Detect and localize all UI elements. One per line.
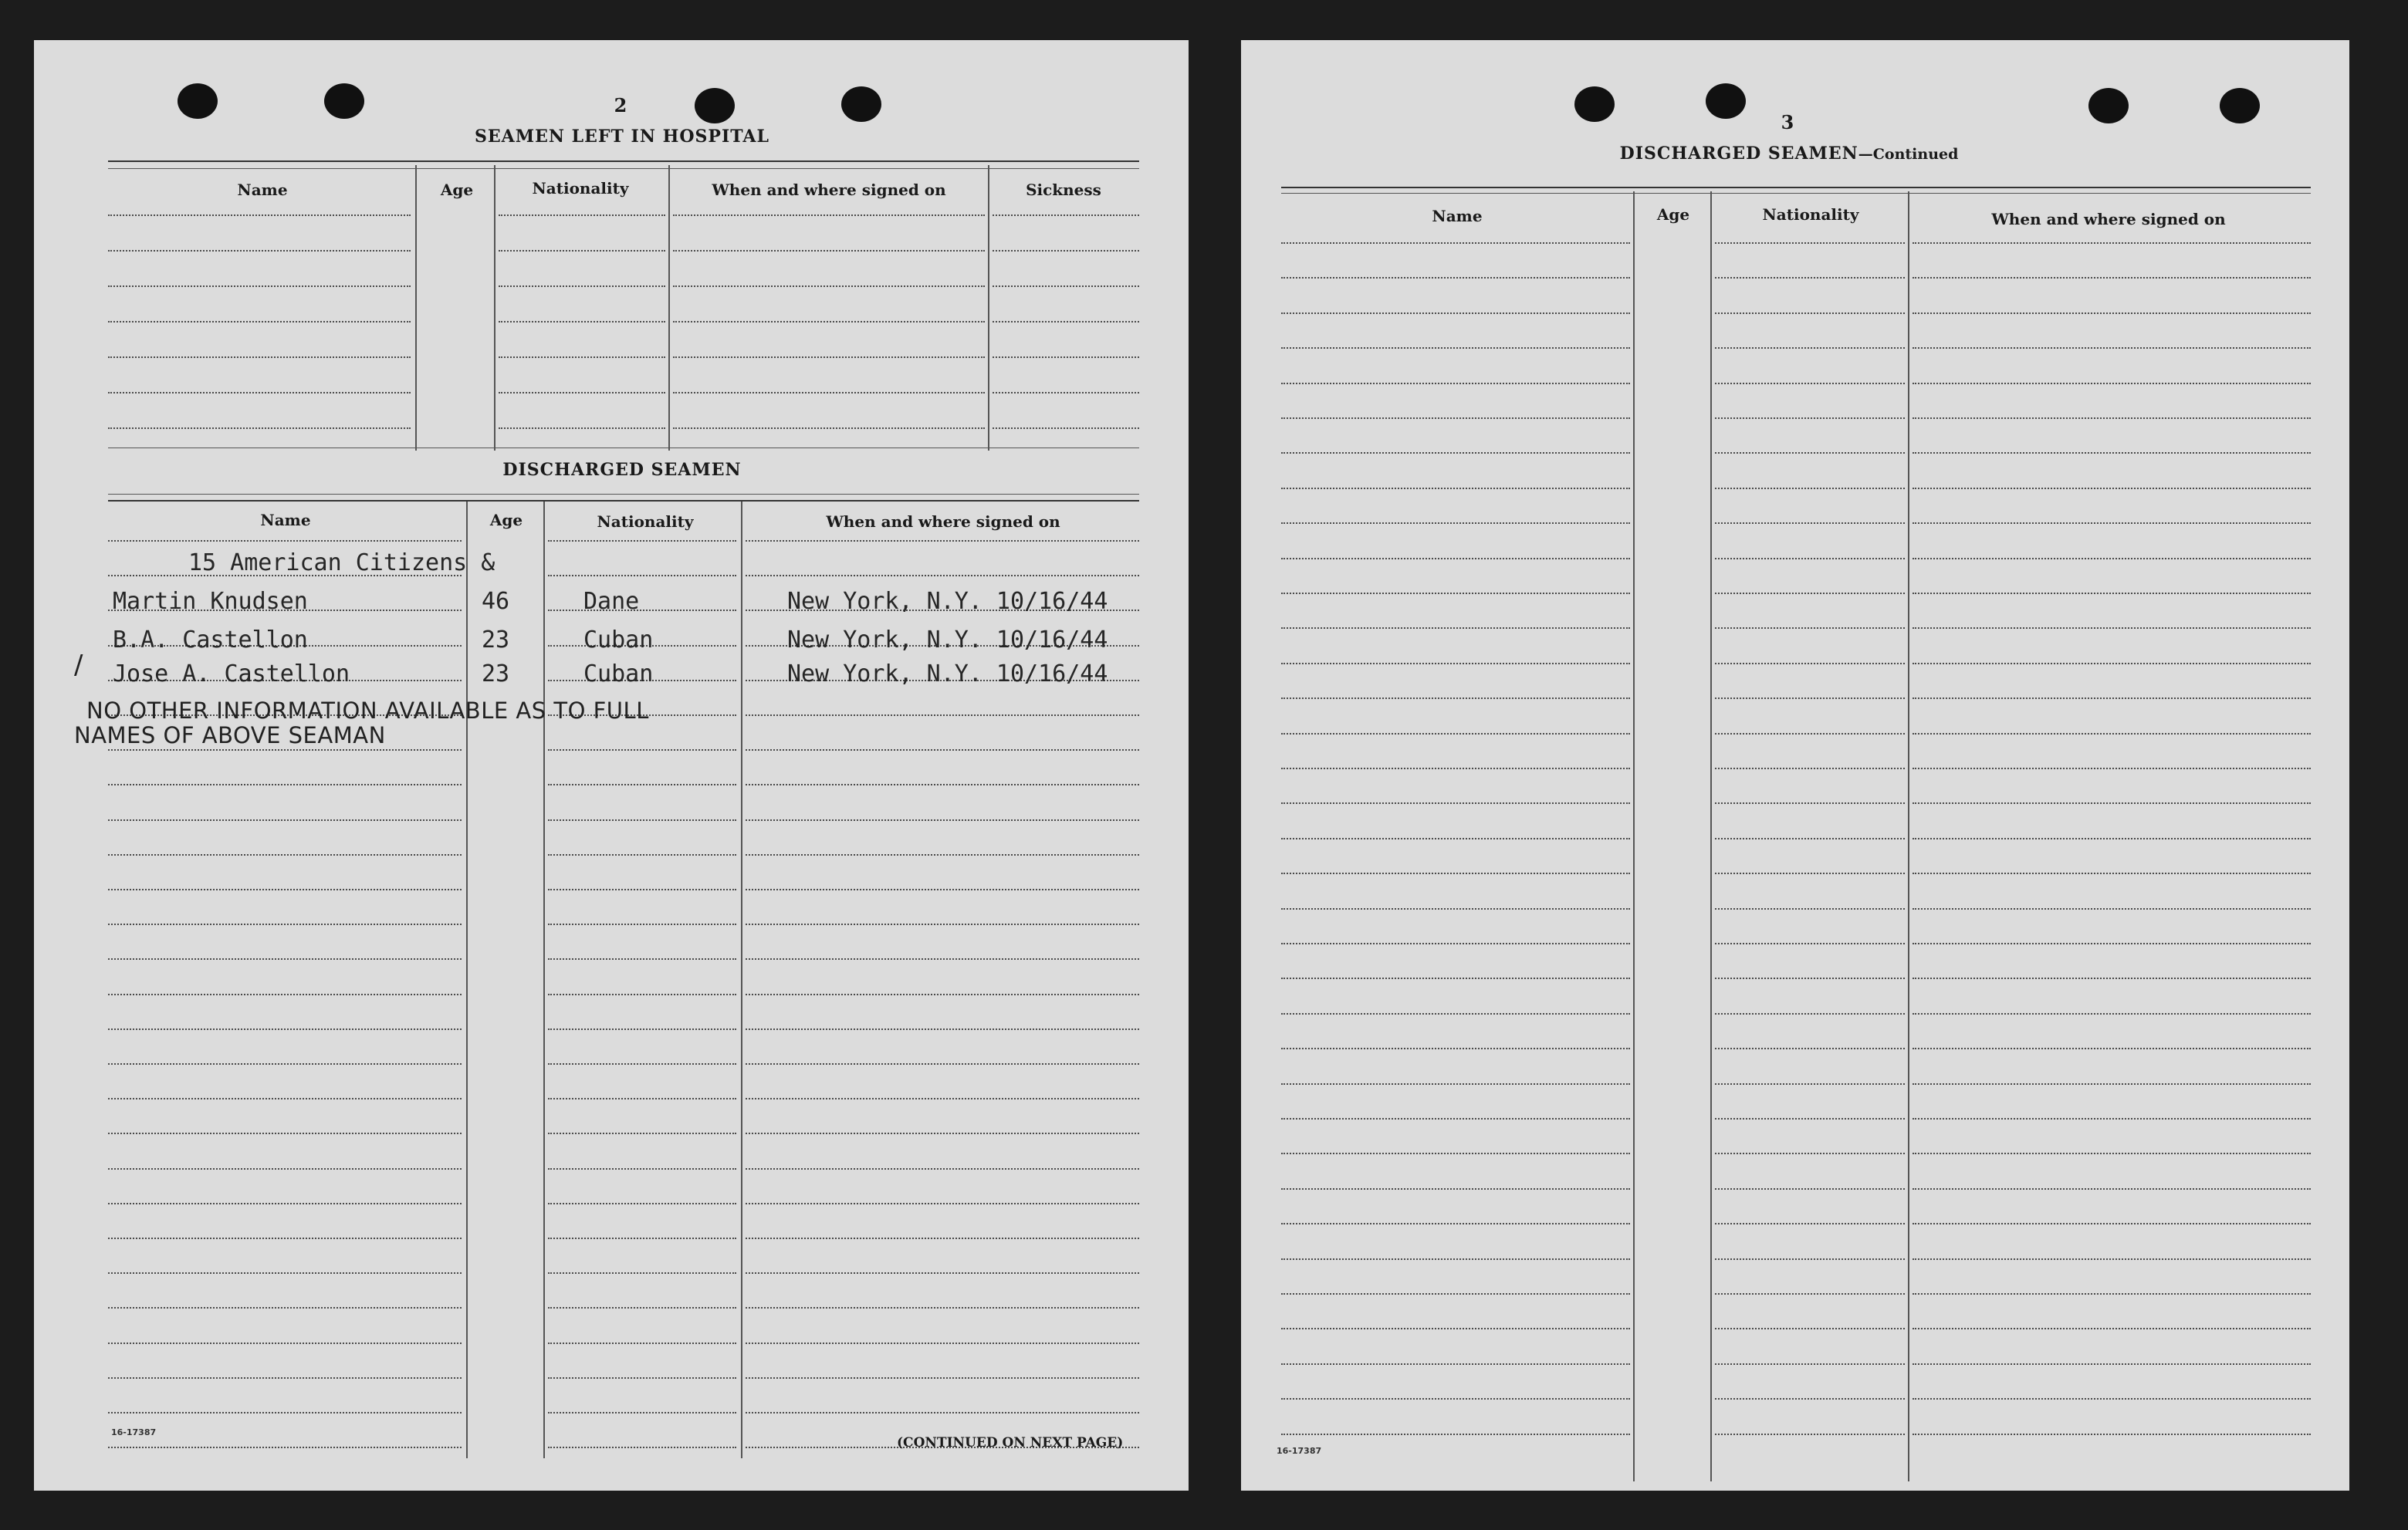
ruling-line <box>1715 663 1905 664</box>
ruling-line <box>499 356 665 358</box>
table-top-rule <box>108 168 1139 169</box>
ruling-line <box>548 854 736 856</box>
ruling-line <box>1281 1398 1630 1400</box>
ruling-line <box>108 749 462 751</box>
ruling-line <box>1913 558 2311 559</box>
ruling-line <box>1715 277 1905 279</box>
ruling-line <box>1281 1223 1630 1224</box>
ruling-line <box>1715 733 1905 735</box>
ruling-line <box>108 1203 462 1204</box>
ruling-line <box>746 1168 1139 1170</box>
ruling-line <box>1281 277 1630 279</box>
binder-hole <box>2088 88 2129 123</box>
ruling-line <box>1281 312 1630 314</box>
column-divider <box>543 502 545 1458</box>
ruling-line <box>1913 383 2311 384</box>
intro-line: 15 American Citizens & <box>188 549 495 576</box>
ruling-line <box>746 749 1139 751</box>
ruling-line <box>746 889 1139 890</box>
ruling-line <box>1913 277 2311 279</box>
binder-hole <box>695 88 735 123</box>
ruling-line <box>548 924 736 925</box>
discharged-col-name: Name <box>260 511 311 529</box>
ruling-line <box>1281 768 1630 769</box>
ruling-line <box>108 214 411 216</box>
ruling-line <box>1913 452 2311 454</box>
column-divider <box>1908 191 1909 1481</box>
continued-col-age: Age <box>1656 205 1690 224</box>
ruling-line <box>108 250 411 252</box>
ruling-line <box>1281 1328 1630 1329</box>
ruling-line <box>108 1343 462 1344</box>
note-line-2: NAMES OF ABOVE SEAMAN <box>74 722 386 748</box>
table-top-rule <box>1281 187 2311 188</box>
ruling-line <box>1281 978 1630 979</box>
ruling-line <box>1281 1013 1630 1015</box>
ruling-line <box>1715 802 1905 804</box>
ruling-line <box>1715 383 1905 384</box>
ruling-line <box>1913 838 2311 839</box>
ruling-line <box>1281 1083 1630 1085</box>
ruling-line <box>993 214 1139 216</box>
ruling-line <box>993 392 1139 393</box>
entry-name: Martin Knudsen <box>113 588 308 615</box>
left-page <box>34 40 1189 1491</box>
section-rule <box>108 500 1139 502</box>
discharged-continued-title <box>1620 144 1959 164</box>
ruling-line <box>1281 697 1630 699</box>
ruling-line <box>1913 1293 2311 1295</box>
ruling-line <box>1715 873 1905 874</box>
ruling-line <box>108 819 462 821</box>
ruling-line <box>108 1377 462 1379</box>
ruling-line <box>108 1063 462 1065</box>
entry-age: 46 <box>482 588 510 615</box>
ruling-line <box>746 1098 1139 1099</box>
ruling-line <box>1281 452 1630 454</box>
ruling-line <box>548 1133 736 1134</box>
ruling-line <box>746 1028 1139 1030</box>
ruling-line <box>993 356 1139 358</box>
ruling-line <box>1913 1363 2311 1365</box>
ruling-line <box>673 356 985 358</box>
ruling-line <box>673 285 985 287</box>
hospital-col-age: Age <box>440 181 474 199</box>
section-rule <box>108 494 1139 495</box>
entry-name: B.A. Castellon <box>113 627 308 654</box>
ruling-line <box>746 924 1139 925</box>
ruling-line <box>746 854 1139 856</box>
ruling-line <box>1281 1434 1630 1435</box>
column-divider <box>494 165 495 451</box>
ruling-line <box>548 1098 736 1099</box>
ruling-line <box>1913 1013 2311 1015</box>
ruling-line <box>548 1343 736 1344</box>
ruling-line <box>1281 558 1630 559</box>
ruling-line <box>499 214 665 216</box>
ruling-line <box>746 1238 1139 1239</box>
ruling-line <box>1913 978 2311 979</box>
ruling-line <box>1913 1258 2311 1260</box>
continued-col-nationality: Nationality <box>1762 205 1859 224</box>
column-divider <box>466 502 468 1458</box>
ruling-line <box>108 784 462 785</box>
ruling-line <box>1281 488 1630 489</box>
ruling-line <box>1281 663 1630 664</box>
ruling-line <box>1715 943 1905 944</box>
page-number: 2 <box>614 94 627 117</box>
ruling-line <box>1715 312 1905 314</box>
table-top-rule <box>1281 193 2311 194</box>
ruling-line <box>108 540 462 542</box>
ruling-line <box>548 1028 736 1030</box>
continued-col-signed-on: When and where signed on <box>1991 210 2226 228</box>
ruling-line <box>1913 522 2311 524</box>
form-number: 16-17387 <box>1277 1446 1322 1456</box>
margin-check-mark: / <box>74 650 83 681</box>
ruling-line <box>673 321 985 323</box>
ruling-line <box>1715 1153 1905 1154</box>
ruling-line <box>746 575 1139 576</box>
ruling-line <box>548 889 736 890</box>
ruling-line <box>1913 1153 2311 1154</box>
hospital-col-nationality: Nationality <box>532 179 629 198</box>
ruling-line <box>548 1307 736 1309</box>
ruling-line <box>1715 697 1905 699</box>
right-page <box>1241 40 2349 1491</box>
ruling-line <box>108 392 411 393</box>
ruling-line <box>1913 242 2311 244</box>
ruling-line <box>108 1028 462 1030</box>
entry-age: 23 <box>482 627 510 654</box>
ruling-line <box>746 1307 1139 1309</box>
ruling-line <box>1913 1398 2311 1400</box>
ruling-line <box>993 285 1139 287</box>
ruling-line <box>1715 1258 1905 1260</box>
ruling-line <box>548 1168 736 1170</box>
ruling-line <box>1281 1118 1630 1120</box>
ruling-line <box>1715 978 1905 979</box>
ruling-line <box>1281 802 1630 804</box>
ruling-line <box>1913 873 2311 874</box>
ruling-line <box>1715 1118 1905 1120</box>
ruling-line <box>673 392 985 393</box>
hospital-col-sickness: Sickness <box>1026 181 1101 199</box>
ruling-line <box>548 575 736 576</box>
ruling-line <box>499 285 665 287</box>
ruling-line <box>1913 417 2311 419</box>
ruling-line <box>108 285 411 287</box>
ruling-line <box>1913 312 2311 314</box>
ruling-line <box>1913 1118 2311 1120</box>
entry-name: Jose A. Castellon <box>113 660 350 687</box>
column-divider <box>415 165 417 451</box>
ruling-line <box>1281 593 1630 594</box>
ruling-line <box>746 1343 1139 1344</box>
ruling-line <box>673 214 985 216</box>
ruling-line <box>1281 873 1630 874</box>
binder-hole <box>2220 88 2260 123</box>
ruling-line <box>108 1272 462 1274</box>
binder-hole <box>324 83 364 119</box>
ruling-line <box>1715 1328 1905 1329</box>
ruling-line <box>746 994 1139 995</box>
ruling-line <box>1281 943 1630 944</box>
ruling-line <box>1715 593 1905 594</box>
ruling-line <box>1281 733 1630 735</box>
ruling-line <box>1715 908 1905 910</box>
ruling-line <box>1715 417 1905 419</box>
ruling-line <box>548 610 736 611</box>
ruling-line <box>499 392 665 393</box>
ruling-line <box>746 1133 1139 1134</box>
binder-hole <box>1574 86 1615 122</box>
ruling-line <box>1281 347 1630 349</box>
form-number: 16-17387 <box>111 1427 157 1437</box>
ruling-line <box>746 540 1139 542</box>
ruling-line <box>548 819 736 821</box>
ruling-line <box>1715 242 1905 244</box>
ruling-line <box>1715 1363 1905 1365</box>
ruling-line <box>1281 242 1630 244</box>
binder-hole <box>1706 83 1746 119</box>
hospital-col-signed-on: When and where signed on <box>712 181 946 199</box>
ruling-line <box>108 321 411 323</box>
ruling-line <box>1281 417 1630 419</box>
ruling-line <box>746 1063 1139 1065</box>
ruling-line <box>746 1203 1139 1204</box>
ruling-line <box>1913 627 2311 629</box>
ruling-line <box>548 1063 736 1065</box>
ruling-line <box>1913 943 2311 944</box>
ruling-line <box>746 958 1139 960</box>
note-line-1: NO OTHER INFORMATION AVAILABLE AS TO FULL <box>86 697 649 724</box>
ruling-line <box>1715 558 1905 559</box>
continued-col-name: Name <box>1432 207 1483 225</box>
column-divider <box>741 502 742 1458</box>
ruling-line <box>108 1412 462 1413</box>
ruling-line <box>499 250 665 252</box>
column-divider <box>668 165 670 451</box>
ruling-line <box>108 958 462 960</box>
binder-hole <box>841 86 881 122</box>
ruling-line <box>548 540 736 542</box>
ruling-line <box>673 427 985 429</box>
ruling-line <box>1913 1223 2311 1224</box>
ruling-line <box>1913 488 2311 489</box>
ruling-line <box>1913 663 2311 664</box>
ruling-line <box>108 1168 462 1170</box>
ruling-line <box>746 1272 1139 1274</box>
entry-age: 23 <box>482 660 510 687</box>
ruling-line <box>1913 1188 2311 1190</box>
ruling-line <box>746 1377 1139 1379</box>
title-suffix: —Continued <box>1858 146 1959 163</box>
ruling-line <box>1715 1293 1905 1295</box>
ruling-line <box>108 854 462 856</box>
ruling-line <box>108 994 462 995</box>
ruling-line <box>746 819 1139 821</box>
ruling-line <box>108 427 411 429</box>
hospital-section-title: SEAMEN LEFT IN HOSPITAL <box>475 127 769 147</box>
entry-signed-on: New York, N.Y. 10/16/44 <box>787 588 1108 615</box>
ruling-line <box>1715 1048 1905 1049</box>
entry-nationality: Cuban <box>583 627 654 654</box>
ruling-line <box>1281 1363 1630 1365</box>
ruling-line <box>1715 1398 1905 1400</box>
ruling-line <box>1281 522 1630 524</box>
ruling-line <box>548 958 736 960</box>
ruling-line <box>1715 1083 1905 1085</box>
ruling-line <box>1281 1188 1630 1190</box>
ruling-line <box>1281 908 1630 910</box>
ruling-line <box>108 1133 462 1134</box>
ruling-line <box>548 1238 736 1239</box>
ruling-line <box>108 356 411 358</box>
ruling-line <box>1913 593 2311 594</box>
ruling-line <box>1281 383 1630 384</box>
ruling-line <box>1281 1258 1630 1260</box>
ruling-line <box>108 1098 462 1099</box>
column-divider <box>1710 191 1712 1481</box>
ruling-line <box>1715 768 1905 769</box>
ruling-line <box>746 1412 1139 1413</box>
ruling-line <box>108 1307 462 1309</box>
table-top-rule <box>108 160 1139 162</box>
hospital-col-name: Name <box>237 181 288 199</box>
ruling-line <box>673 250 985 252</box>
ruling-line <box>1715 838 1905 839</box>
ruling-line <box>548 1377 736 1379</box>
ruling-line <box>1281 838 1630 839</box>
ruling-line <box>1913 347 2311 349</box>
discharged-col-age: Age <box>489 511 523 529</box>
ruling-line <box>499 321 665 323</box>
ruling-line <box>993 427 1139 429</box>
ruling-line <box>1715 1434 1905 1435</box>
ruling-line <box>993 321 1139 323</box>
ruling-line <box>1913 802 2311 804</box>
column-divider <box>1633 191 1635 1481</box>
ruling-line <box>1913 697 2311 699</box>
discharged-col-nationality: Nationality <box>597 512 694 531</box>
ruling-line <box>108 1238 462 1239</box>
ruling-line <box>1281 627 1630 629</box>
ruling-line <box>1715 1188 1905 1190</box>
entry-signed-on: New York, N.Y. 10/16/44 <box>787 660 1108 687</box>
ruling-line <box>108 1447 462 1448</box>
binder-hole <box>178 83 218 119</box>
continued-footer: (CONTINUED ON NEXT PAGE) <box>897 1435 1124 1451</box>
ruling-line <box>1913 1048 2311 1049</box>
ruling-line <box>548 1412 736 1413</box>
ruling-line <box>548 784 736 785</box>
ruling-line <box>548 1203 736 1204</box>
entry-nationality: Dane <box>583 588 640 615</box>
ruling-line <box>1281 1293 1630 1295</box>
ruling-line <box>746 714 1139 716</box>
ruling-line <box>1913 733 2311 735</box>
discharged-section-title: DISCHARGED SEAMEN <box>502 460 742 480</box>
ruling-line <box>1715 488 1905 489</box>
ruling-line <box>108 924 462 925</box>
ruling-line <box>1913 768 2311 769</box>
ruling-line <box>548 749 736 751</box>
ruling-line <box>1715 452 1905 454</box>
ruling-line <box>1715 1013 1905 1015</box>
entry-nationality: Cuban <box>583 660 654 687</box>
ruling-line <box>499 427 665 429</box>
ruling-line <box>108 889 462 890</box>
ruling-line <box>1715 1223 1905 1224</box>
ruling-line <box>1715 627 1905 629</box>
ruling-line <box>548 1447 736 1448</box>
title-main: DISCHARGED SEAMEN <box>1619 144 1858 164</box>
ruling-line <box>993 250 1139 252</box>
ruling-line <box>1715 522 1905 524</box>
ruling-line <box>548 994 736 995</box>
ruling-line <box>1913 1328 2311 1329</box>
ruling-line <box>1281 1048 1630 1049</box>
ruling-line <box>1913 1434 2311 1435</box>
ruling-line <box>746 784 1139 785</box>
page-number: 3 <box>1781 111 1794 133</box>
ruling-line <box>1913 1083 2311 1085</box>
discharged-col-signed-on: When and where signed on <box>826 512 1060 531</box>
entry-signed-on: New York, N.Y. 10/16/44 <box>787 627 1108 654</box>
ruling-line <box>1913 908 2311 910</box>
column-divider <box>988 165 989 451</box>
ruling-line <box>1281 1153 1630 1154</box>
ruling-line <box>548 1272 736 1274</box>
ruling-line <box>1715 347 1905 349</box>
